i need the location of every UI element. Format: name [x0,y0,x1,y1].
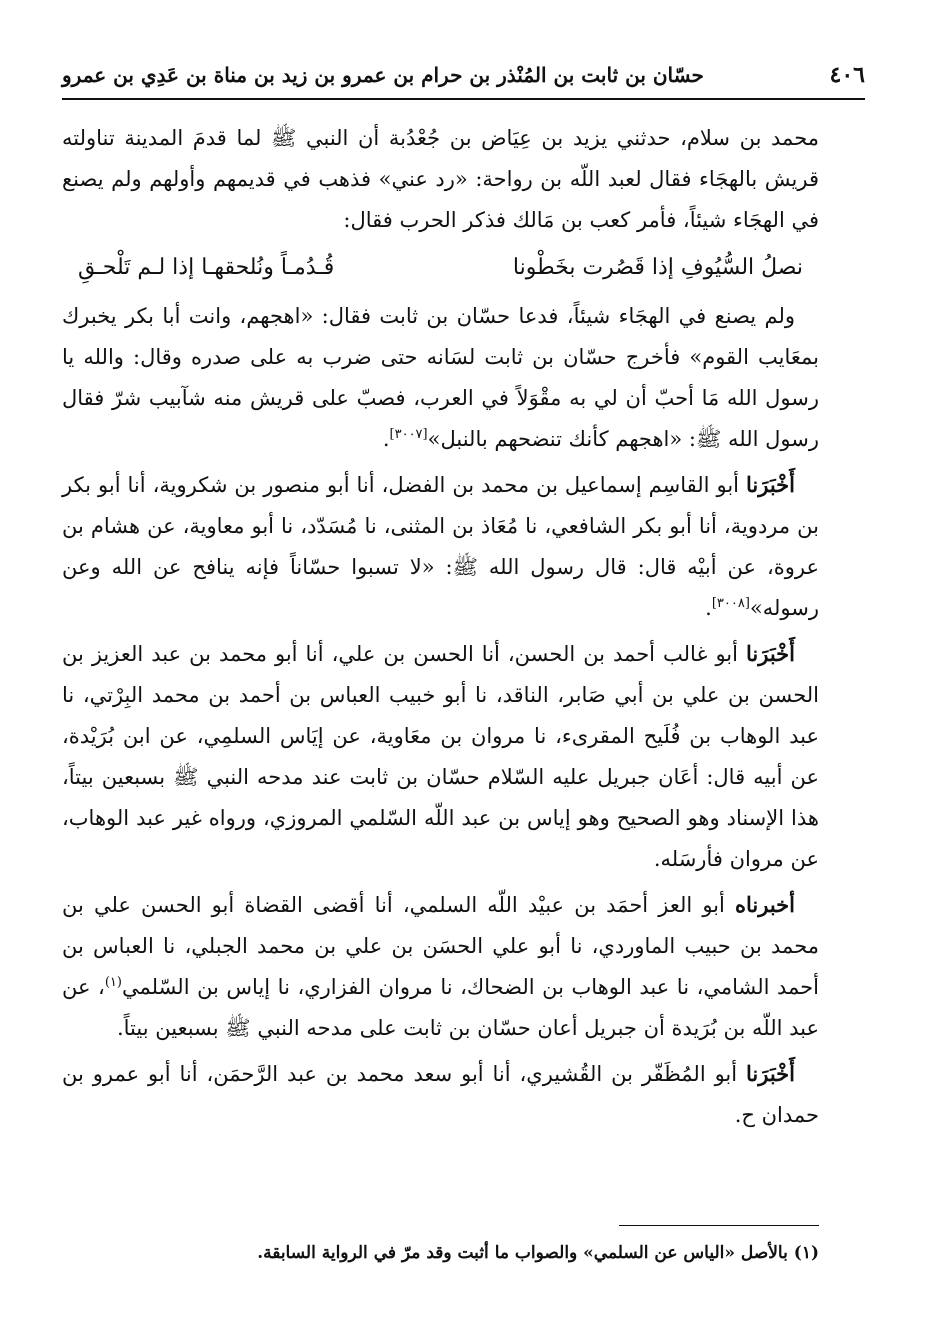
footnote-divider [619,1225,819,1226]
paragraph [62,633,819,880]
paragraph-text: ولم يصنع في الهجَاء شيئاً، فدعا حسّان بن ثابت فقال: «اهجهم، وانت أبا بكر يخبرك بمعَايب القوم» فأخرج حسّان بن ثابت لسَانه حتى ضرب به على صدره وقال: والله يا رسول الله مَا أحبّ أن لي به مقْوَلاً في العرب، فصبّ على قريش منه شآبيب شرّ فقال رسول الله ﷺ: «اهجهم كأنك تنضحهم بالنبل» [62,304,819,451]
page-header [62,52,865,100]
paragraph-text: ، عن عبد اللّه بن بُرَيدة أن جبريل أعان حسّان بن ثابت على مدحه النبي ﷺ بسبعين بيتاً. [62,975,819,1040]
paragraph [62,884,819,1049]
hadith-ref: [٣٠٠٨] [711,596,750,611]
chain-lead: أَخْبَرَنا [746,472,795,497]
footnote: (١) بالأصل «الياس عن السلمي» والصواب ما أثبت وقد مرّ في الرواية السابقة. [257,1243,819,1263]
page-number: ٤٠٦ [829,62,865,88]
paragraph: محمد بن سلام، حدثني يزيد بن عِيَاض بن جُعْدُبة أن النبي ﷺ لما قدمَ المدينة تناولته قريش بالهجَاء فقال لعبد اللّه بن رواحة: «رد عني» فذهب في قديمهم وأولهم ولم يصنع في الهجَاء شيئاً، فأمر كعب بن مَالك فذكر الحرب فقال: [62,126,819,232]
poem-verse [62,245,819,296]
paragraph: ولم يصنع في الهجَاء شيئاً، فدعا حسّان بن ثابت فقال: «اهجهم، وانت أبا بكر يخبرك بمعَايب القوم» فأخرج حسّان بن ثابت لسَانه حتى ضرب به على صدره وقال: والله يا رسول الله مَا أحبّ أن لي به مقْوَلاً في العرب، فصبّ على قريش منه شآبيب شرّ فقال رسول الله ﷺ: «اهجهم كأنك تنضحهم بالنبل»[٣٠٠٧]. [62,304,819,451]
paragraph [62,1053,819,1136]
chain-lead: أخبرناه [734,892,795,917]
running-title: حسّان بن ثابت بن المُنْذر بن حرام بن عمرو بن زيد بن مناة بن عَدِي بن عمرو [62,63,704,87]
verse-first-half: نصلُ السُّيُوفِ إذا قَصُرت بخَطْونا [512,255,803,280]
footnote-marker: (١) [104,975,122,990]
paragraph-text: أبو غالب أحمد بن الحسن، أنا الحسن بن علي، أنا أبو محمد بن عبد العزيز بن الحسن بن علي بن أبي صَابر، الناقد، نا أبو خبيب العباس بن أحمد بن محمد البِرْتي، نا عبد الوهاب بن فُلَيح المقرىء، نا مروان بن معَاوية، عن إيَاس السلمِي، عن ابن بُرَيْدة، عن أبيه قال: أعَان جبريل عليه السّلام حسّان بن ثابت عند مدحه النبي ﷺ بسبعين بيتاً، هذا الإسناد وهو الصحيح وهو إياس بن عبد اللّه السّلمي المروزي، ورواه غير عبد الوهاب، عن مروان فأرسَله. [62,642,819,871]
paragraph-text: أبو القاسِم إسماعيل بن محمد بن الفضل، أنا أبو منصور بن شكروية، أنا أبو بكر بن مردوية، أنا أبو بكر الشافعي، نا مُعَاذ بن المثنى، نا مُسَدّد، نا أبو معاوية، عن هشام بن عروة، عن أبيْه قال: قال رسول الله ﷺ: «لا تسبوا حسّاناً فإنه ينافح عن الله وعن رسوله» [62,473,819,620]
chain-lead: أَخْبَرَنا [746,641,795,666]
paragraph-text: أبو العز أحمَد بن عبيْد اللّه السلمي، أنا أقضى القضاة أبو الحسن علي بن محمد بن حبيب الماوردي، نا أبو علي الحسَن بن علي بن محمد الجبلي، نا العباس بن أحمد الشامي، نا عبد الوهاب بن الضحاك، نا مروان الفزاري، نا إياس بن السّلمي [62,893,819,999]
verse-second-half: قُـدُمـاً ونُلحقهـا إذا لـم تَلْحـقِ [78,255,335,280]
hadith-ref: [٣٠٠٧] [389,427,428,442]
paragraph: أَخْبَرَنا أبو القاسِم إسماعيل بن محمد بن الفضل، أنا أبو منصور بن شكروية، أنا أبو بكر بن مردوية، أنا أبو بكر الشافعي، نا مُعَاذ بن المثنى، نا مُسَدّد، نا أبو معاوية، عن هشام بن عروة، عن أبيْه قال: قال رسول الله ﷺ: «لا تسبوا حسّاناً فإنه ينافح عن الله وعن رسوله»[٣٠٠٨]. [62,472,819,620]
chain-lead: أَخْبَرَنا [746,1061,795,1086]
page-body [62,118,819,1140]
paragraph-text: أبو المُظَفّر بن القُشيري، أنا أبو سعد محمد بن عبد الرَّحمَن، أنا أبو عمرو بن حمدان ح. [62,1062,819,1127]
